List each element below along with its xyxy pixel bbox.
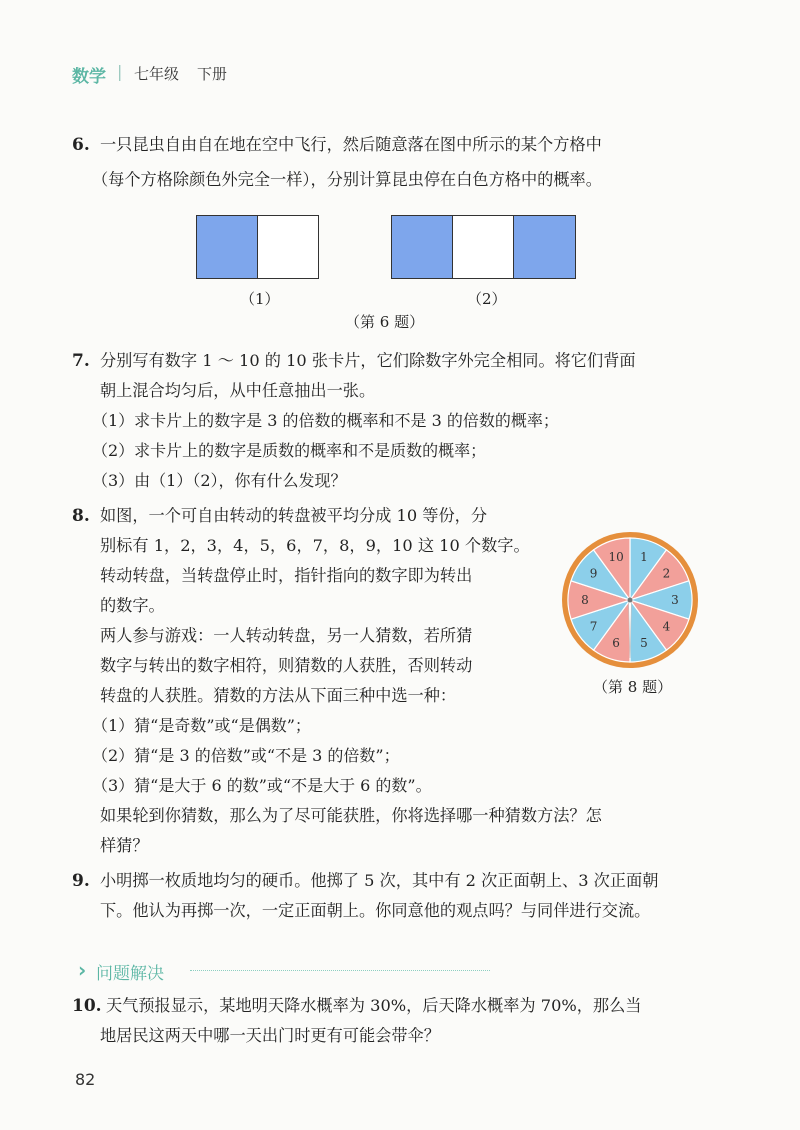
problem-6-line-2: （每个方格除颜色外完全一样），分别计算昆虫停在白色方格中的概率。: [92, 170, 602, 189]
problem-10-line-2: 地居民这两天中哪一天出门时更有可能会带伞？: [100, 1026, 440, 1045]
spinner-wheel: [560, 530, 700, 670]
figure-6-2-label: （2）: [467, 290, 507, 308]
header-separator: |: [117, 62, 123, 81]
problem-8-closing-1: 如果轮到你猜数，那么为了尽可能获胜，你将选择哪一种猜数方法？怎: [100, 806, 602, 825]
figure-6-1-label: （1）: [240, 290, 280, 308]
wheel-center-pin: [628, 598, 633, 603]
wheel-number-9: 9: [589, 566, 598, 581]
figure-6-2-blue-cell-right: [513, 215, 576, 279]
wheel-number-1: 1: [640, 550, 648, 565]
page-number: 82: [75, 1070, 96, 1089]
problem-8-line-3: 转动转盘，当转盘停止时，指针指向的数字即为转出: [100, 566, 473, 585]
problem-7-sub-3: （3）由（1）（2），你有什么发现？: [92, 471, 347, 490]
wheel-number-10: 10: [608, 550, 624, 565]
figure-8-caption: （第 8 题）: [593, 678, 673, 696]
wheel-number-3: 3: [671, 593, 679, 607]
wheel-number-2: 2: [662, 566, 671, 581]
figure-6-caption: （第 6 题）: [345, 313, 425, 331]
problem-8-closing-2: 样猜？: [100, 836, 149, 855]
problem-8-sub-1: （1）猜“是奇数”或“是偶数”；: [92, 716, 311, 735]
wheel-number-7: 7: [589, 619, 598, 634]
problem-8-line-5: 两人参与游戏：一人转动转盘，另一人猜数，若所猜: [100, 626, 473, 645]
problem-8-line-7: 转盘的人获胜。猜数的方法从下面三种中选一种：: [100, 686, 457, 705]
figure-6-1-white-cell: [257, 215, 319, 279]
wheel-number-4: 4: [662, 619, 671, 634]
section-title: 问题解决: [96, 964, 164, 984]
section-divider: [190, 970, 490, 971]
wheel-number-5: 5: [640, 635, 648, 650]
problem-9-line-1: 小明掷一枚质地均匀的硬币。他掷了 5 次，其中有 2 次正面朝上、3 次正面朝: [100, 871, 659, 890]
problem-10-line-1: 天气预报显示，某地明天降水概率为 30%，后天降水概率为 70%，那么当: [106, 996, 642, 1015]
section-chevron-icon: ›: [78, 958, 87, 982]
figure-6-1-blue-cell: [196, 215, 259, 279]
problem-7-number: 7.: [72, 351, 90, 371]
problem-7-line-2: 朝上混合均匀后，从中任意抽出一张。: [100, 381, 376, 400]
problem-8-line-2: 别标有 1，2，3，4，5，6，7，8，9，10 这 10 个数字。: [100, 536, 530, 555]
wheel-number-6: 6: [612, 635, 620, 650]
header-grade: 七年级: [134, 65, 180, 83]
problem-9-line-2: 下。他认为再掷一次，一定正面朝上。你同意他的观点吗？与同伴进行交流。: [100, 901, 651, 920]
problem-10-number: 10.: [72, 996, 102, 1016]
problem-6-number: 6.: [72, 135, 90, 155]
problem-9-number: 9.: [72, 871, 90, 891]
problem-7-line-1: 分别写有数字 1 ～ 10 的 10 张卡片，它们除数字外完全相同。将它们背面: [100, 351, 636, 370]
problem-7-sub-1: （1）求卡片上的数字是 3 的倍数的概率和不是 3 的倍数的概率；: [92, 411, 559, 430]
problem-8-line-1: 如图，一个可自由转动的转盘被平均分成 10 等份，分: [100, 506, 488, 525]
problem-8-sub-3: （3）猜“是大于 6 的数”或“不是大于 6 的数”。: [92, 776, 432, 795]
figure-6-2-white-cell: [452, 215, 515, 279]
problem-8-sub-2: （2）猜“是 3 的倍数”或“不是 3 的倍数”；: [92, 746, 400, 765]
figure-6-2-blue-cell-left: [391, 215, 454, 279]
problem-8-number: 8.: [72, 506, 90, 526]
header-subject: 数学: [72, 67, 106, 87]
problem-8-line-4: 的数字。: [100, 596, 165, 615]
header-volume: 下册: [197, 65, 228, 83]
problem-8-line-6: 数字与转出的数字相符，则猜数的人获胜，否则转动: [100, 656, 473, 675]
wheel-number-8: 8: [581, 593, 589, 607]
problem-6-line-1: 一只昆虫自由自在地在空中飞行，然后随意落在图中所示的某个方格中: [100, 135, 602, 154]
problem-7-sub-2: （2）求卡片上的数字是质数的概率和不是质数的概率；: [92, 441, 487, 460]
